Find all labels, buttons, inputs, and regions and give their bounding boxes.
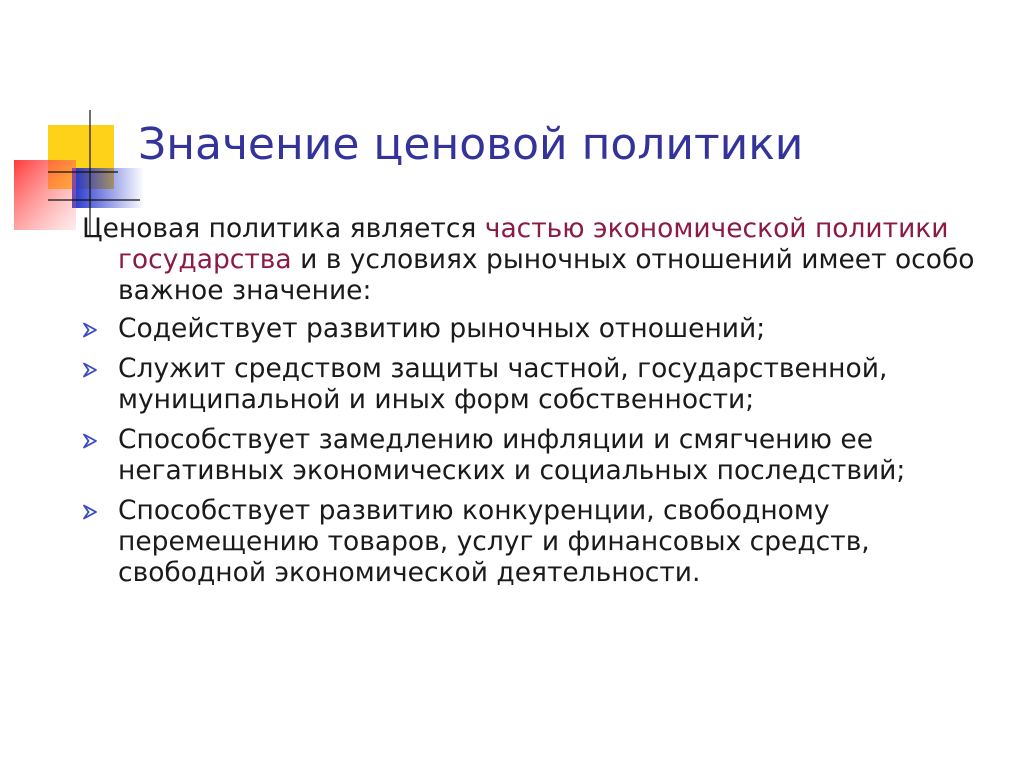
bullet-text: Содействует развитию рыночных отношений; — [118, 313, 766, 344]
corner-decoration-graphic — [0, 0, 160, 240]
red-square — [14, 160, 76, 230]
intro-paragraph — [82, 213, 982, 306]
bullet-text: Служит средством защиты частной, государственной, муниципальной и иных форм собственности; — [118, 353, 888, 415]
intro-text-part1: Ценовая политика является — [82, 213, 485, 244]
bullet-text: Способствует замедлению инфляции и смягчению ее негативных экономических и социальных последствий; — [118, 424, 906, 486]
bullet-text: Способствует развитию конкуренции, свободному перемещению товаров, услуг и финансовых средств, свободной экономической деятельности. — [118, 495, 870, 588]
intro-highlight: частью экономической политики государства — [118, 213, 949, 275]
bullet-item — [82, 353, 982, 415]
bullet-item — [82, 424, 982, 486]
slide-body — [82, 213, 982, 597]
bullet-item — [82, 495, 982, 588]
intro-text-part2: и в условиях рыночных отношений имеет особо важное значение: — [118, 244, 975, 306]
arrow-bullet-icon — [82, 504, 98, 520]
bullet-item — [82, 313, 982, 344]
slide-title: Значение ценовой политики — [138, 119, 804, 170]
arrow-bullet-icon — [82, 322, 98, 338]
arrow-bullet-icon — [82, 433, 98, 449]
arrow-bullet-icon — [82, 362, 98, 378]
blue-square — [72, 168, 144, 208]
